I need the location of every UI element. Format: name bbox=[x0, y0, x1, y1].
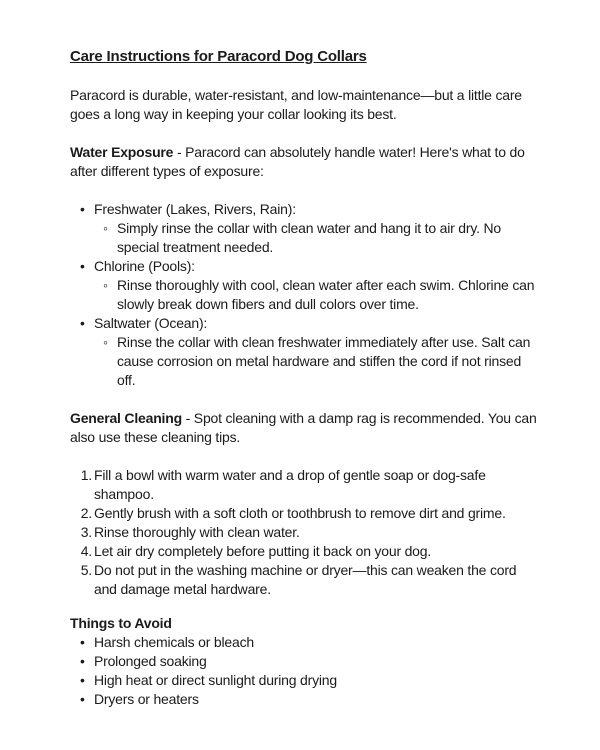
avoid-item-3-text: High heat or direct sunlight during drying bbox=[94, 672, 337, 688]
list-item-chlorine-detail bbox=[103, 276, 538, 314]
chlorine-label: Chlorine (Pools): bbox=[94, 258, 195, 274]
chlorine-detail: Rinse thoroughly with cool, clean water after each swim. Chlorine can slowly break down fibers and dull colors over time. bbox=[117, 277, 535, 312]
list-item-saltwater-detail bbox=[103, 333, 538, 390]
list-item-freshwater bbox=[80, 200, 538, 257]
avoid-item-1 bbox=[80, 633, 538, 652]
bullet-disc-icon: • bbox=[80, 315, 85, 331]
cleaning-steps-list bbox=[70, 466, 538, 599]
bullet-disc-icon: • bbox=[80, 258, 85, 274]
bullet-disc-icon: • bbox=[80, 634, 85, 650]
water-exposure-paragraph bbox=[70, 143, 538, 181]
intro-paragraph: Paracord is durable, water-resistant, and low-maintenance—but a little care goes a long way in keeping your collar looking its best. bbox=[70, 87, 522, 122]
list-item-saltwater bbox=[80, 314, 538, 390]
page-title: Care Instructions for Paracord Dog Collars bbox=[70, 48, 367, 65]
bullet-disc-icon: • bbox=[80, 672, 85, 688]
cleaning-step-5: Do not put in the washing machine or dryer—this can weaken the cord and damage metal hardware. bbox=[94, 562, 517, 597]
avoid-item-2 bbox=[80, 652, 538, 671]
bullet-disc-icon: • bbox=[80, 653, 85, 669]
things-to-avoid-list bbox=[70, 633, 538, 709]
avoid-item-2-text: Prolonged soaking bbox=[94, 653, 207, 669]
freshwater-detail: Simply rinse the collar with clean water and hang it to air dry. No special treatment needed. bbox=[117, 220, 501, 255]
water-exposure-list bbox=[70, 200, 538, 390]
list-item-freshwater-detail bbox=[103, 219, 538, 257]
things-to-avoid-heading: Things to Avoid bbox=[70, 615, 172, 631]
avoid-item-4-text: Dryers or heaters bbox=[94, 691, 199, 707]
general-cleaning-lead: - Spot cleaning with a damp rag is recommended. You can also use these cleaning tips. bbox=[70, 410, 537, 445]
general-cleaning-heading: General Cleaning bbox=[70, 410, 182, 426]
avoid-item-3 bbox=[80, 671, 538, 690]
list-item-chlorine bbox=[80, 257, 538, 314]
water-exposure-lead: - Paracord can absolutely handle water! Here's what to do after different types of exposure: bbox=[70, 144, 525, 179]
bullet-disc-icon: • bbox=[80, 201, 85, 217]
general-cleaning-paragraph bbox=[70, 409, 538, 447]
freshwater-label: Freshwater (Lakes, Rivers, Rain): bbox=[94, 201, 296, 217]
saltwater-detail: Rinse the collar with clean freshwater immediately after use. Salt can cause corrosion on metal hardware and stiffen the cord if not rinsed off. bbox=[117, 334, 531, 388]
bullet-circle-icon: ◦ bbox=[103, 276, 108, 293]
bullet-circle-icon: ◦ bbox=[103, 333, 108, 350]
bullet-circle-icon: ◦ bbox=[103, 219, 108, 236]
bullet-disc-icon: • bbox=[80, 691, 85, 707]
avoid-item-1-text: Harsh chemicals or bleach bbox=[94, 634, 254, 650]
cleaning-step-2: Gently brush with a soft cloth or toothbrush to remove dirt and grime. bbox=[94, 505, 506, 521]
cleaning-step-3: Rinse thoroughly with clean water. bbox=[94, 524, 300, 540]
saltwater-label: Saltwater (Ocean): bbox=[94, 315, 208, 331]
water-exposure-heading: Water Exposure bbox=[70, 144, 174, 160]
avoid-item-4 bbox=[80, 690, 538, 709]
cleaning-step-4: Let air dry completely before putting it back on your dog. bbox=[94, 543, 432, 559]
cleaning-step-1: Fill a bowl with warm water and a drop of gentle soap or dog-safe shampoo. bbox=[94, 467, 486, 502]
